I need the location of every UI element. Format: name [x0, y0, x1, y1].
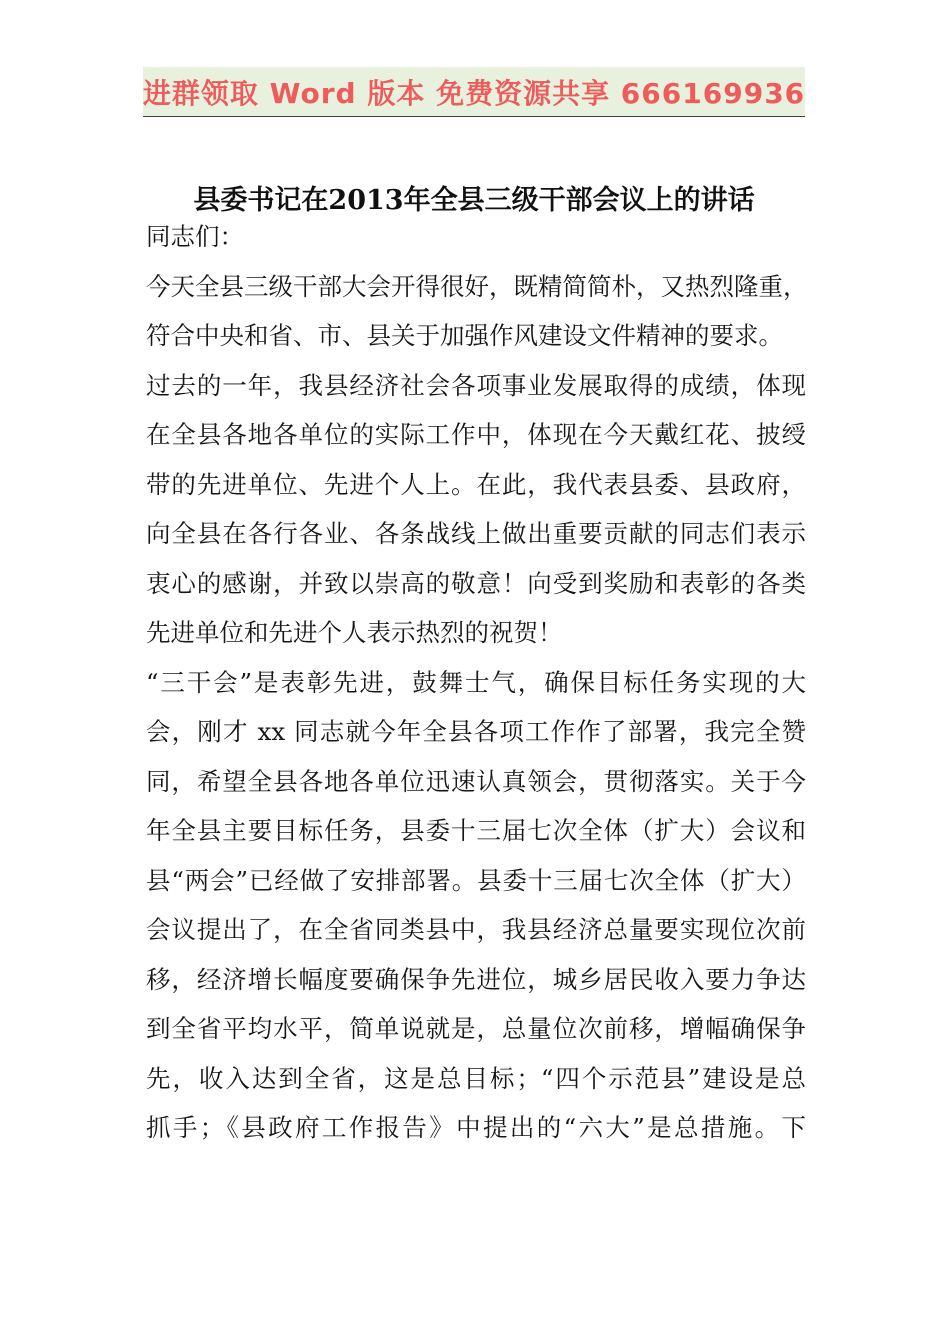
document-title: 县委书记在2013年全县三级干部会议上的讲话 — [193, 185, 755, 216]
body-line: 到全省平均水平，简单说就是，总量位次前移，增幅确保争 — [146, 1014, 806, 1043]
body-line: 年全县主要目标任务，县委十三届七次全体（扩大）会议和 — [146, 816, 806, 845]
body-line: 先进单位和先进个人表示热烈的祝贺！ — [146, 618, 563, 647]
body-line: 抓手；《县政府工作报告》中提出的“六大”是总措施。下 — [146, 1113, 806, 1142]
promo-banner-text: 进群领取 Word 版本 免费资源共享 666169936 — [142, 76, 806, 110]
body-line: 移，经济增长幅度要确保争先进位，城乡居民收入要力争达 — [146, 964, 806, 994]
promo-banner — [143, 67, 805, 117]
body-line: 县“两会”已经做了安排部署。县委十三届七次全体（扩大） — [146, 865, 806, 895]
body-line: 今天全县三级干部大会开得很好，既精简简朴，又热烈隆重， — [146, 271, 808, 301]
body-line: 会，刚才 xx 同志就今年全县各项工作作了部署，我完全赞 — [146, 717, 806, 746]
body-line: 先，收入达到全省，这是总目标；“四个示范县”建设是总 — [146, 1063, 806, 1093]
document-body — [146, 212, 806, 1153]
body-line: 衷心的感谢，并致以崇高的敬意！向受到奖励和表彰的各类 — [146, 568, 806, 598]
body-line: 在全县各地各单位的实际工作中，体现在今天戴红花、披绶 — [146, 420, 806, 449]
body-line: 同，希望全县各地各单位迅速认真领会，贯彻落实。关于今 — [146, 766, 806, 796]
body-line: 向全县在各行各业、各条战线上做出重要贡献的同志们表示 — [146, 519, 806, 548]
body-line: 符合中央和省、市、县关于加强作风建设文件精神的要求。 — [146, 321, 783, 350]
body-line: 带的先进单位、先进个人上。在此，我代表县委、县政府， — [146, 469, 806, 499]
body-line: “三干会”是表彰先进，鼓舞士气，确保目标任务实现的大 — [146, 667, 806, 697]
body-line: 过去的一年，我县经济社会各项事业发展取得的成绩，体现 — [146, 370, 806, 400]
salutation-line: 同志们： — [146, 222, 244, 251]
body-line: 会议提出了，在全省同类县中，我县经济总量要实现位次前 — [146, 915, 806, 944]
